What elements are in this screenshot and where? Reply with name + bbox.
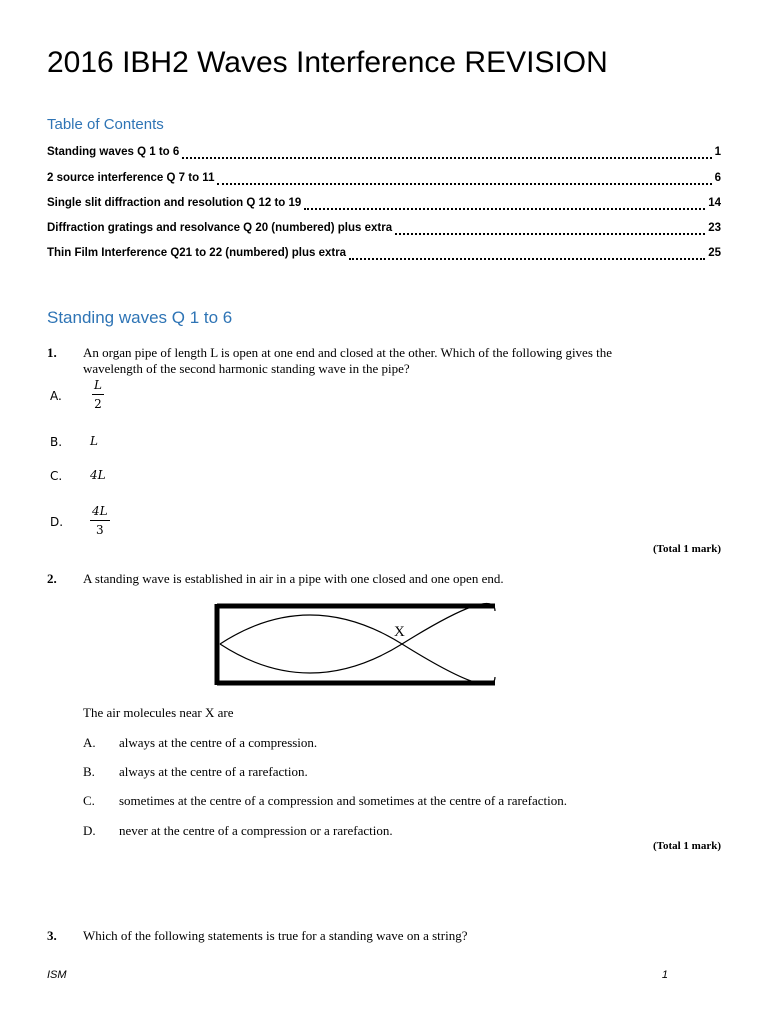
toc-entry-page: 1 <box>714 146 721 158</box>
toc-entry-page: 23 <box>708 222 721 234</box>
fraction-bar <box>92 394 104 395</box>
option-d-fraction <box>90 504 110 537</box>
option-text: sometimes at the centre of a compression and sometimes at the centre of a rarefaction. <box>119 793 567 808</box>
toc-leader-dots <box>217 182 711 185</box>
option-letter: A. <box>83 735 96 750</box>
toc-leader-dots <box>395 232 705 235</box>
fraction-denominator: 2 <box>94 397 102 411</box>
standing-wave-lower <box>220 603 495 673</box>
option-text: never at the centre of a compression or a rarefaction. <box>119 823 393 838</box>
toc-entry-page: 25 <box>708 247 721 259</box>
page-number: 1 <box>661 969 668 981</box>
toc-leader-dots <box>304 207 705 210</box>
toc-entry-label[interactable]: 2 source interference Q 7 to 11 <box>47 172 215 184</box>
question-text <box>83 345 612 377</box>
toc-entry[interactable] <box>47 222 721 238</box>
toc-entry-label[interactable]: Single slit diffraction and resolution Q 12 to 19 <box>47 197 302 209</box>
question-number: 2. <box>47 571 57 586</box>
document-title: 2016 IBH2 Waves Interference REVISION <box>47 46 608 79</box>
option-a-fraction <box>92 378 104 411</box>
option-letter: D. <box>50 515 64 529</box>
option-letter: B. <box>50 435 63 449</box>
option-text: always at the centre of a compression. <box>119 735 318 750</box>
toc-entry[interactable] <box>47 146 721 162</box>
footer-left: ISM <box>47 969 67 981</box>
pipe-diagram <box>214 601 498 689</box>
total-mark: (Total 1 mark) <box>652 543 721 555</box>
standing-wave-upper <box>220 615 495 685</box>
toc-entry-page: 6 <box>714 172 721 184</box>
toc-entry[interactable] <box>47 172 721 188</box>
toc-entry[interactable] <box>47 197 721 213</box>
fraction-numerator: L <box>94 378 102 392</box>
option-letter: A. <box>50 389 62 403</box>
question-stem: The air molecules near X are <box>83 705 234 720</box>
option-letter: B. <box>83 764 95 779</box>
toc-heading: Table of Contents <box>47 116 164 133</box>
diagram-label-x: X <box>394 624 405 640</box>
toc-entry-label[interactable]: Diffraction gratings and resolvance Q 20 (numbered) plus extra <box>47 222 393 234</box>
option-b-value: L <box>90 434 98 448</box>
question-text: A standing wave is established in air in a pipe with one closed and one open end. <box>83 571 504 586</box>
toc-leader-dots <box>182 156 711 159</box>
section-heading: Standing waves Q 1 to 6 <box>47 308 233 327</box>
option-letter: C. <box>83 793 95 808</box>
fraction-numerator: 4L <box>92 504 108 518</box>
toc-leader-dots <box>349 257 705 260</box>
fraction-bar <box>90 520 110 521</box>
option-c-value: 4L <box>90 468 106 482</box>
toc-entry[interactable] <box>47 247 721 263</box>
option-text: always at the centre of a rarefaction. <box>119 764 308 779</box>
total-mark: (Total 1 mark) <box>652 840 721 852</box>
toc-entry-label[interactable]: Standing waves Q 1 to 6 <box>47 146 180 158</box>
toc-entry-page: 14 <box>708 197 721 209</box>
option-letter: D. <box>83 823 96 838</box>
fraction-denominator: 3 <box>95 523 104 537</box>
toc-entry-label[interactable]: Thin Film Interference Q21 to 22 (numbered) plus extra <box>47 247 347 259</box>
question-number: 1. <box>47 345 57 360</box>
option-letter: C. <box>50 469 63 483</box>
question-number: 3. <box>47 928 57 943</box>
question-text: Which of the following statements is true for a standing wave on a string? <box>83 928 468 943</box>
question-text-line: An organ pipe of length L is open at one end and closed at the other. Which of the following gives the <box>83 345 613 360</box>
question-text-line: wavelength of the second harmonic standing wave in the pipe? <box>83 361 410 376</box>
